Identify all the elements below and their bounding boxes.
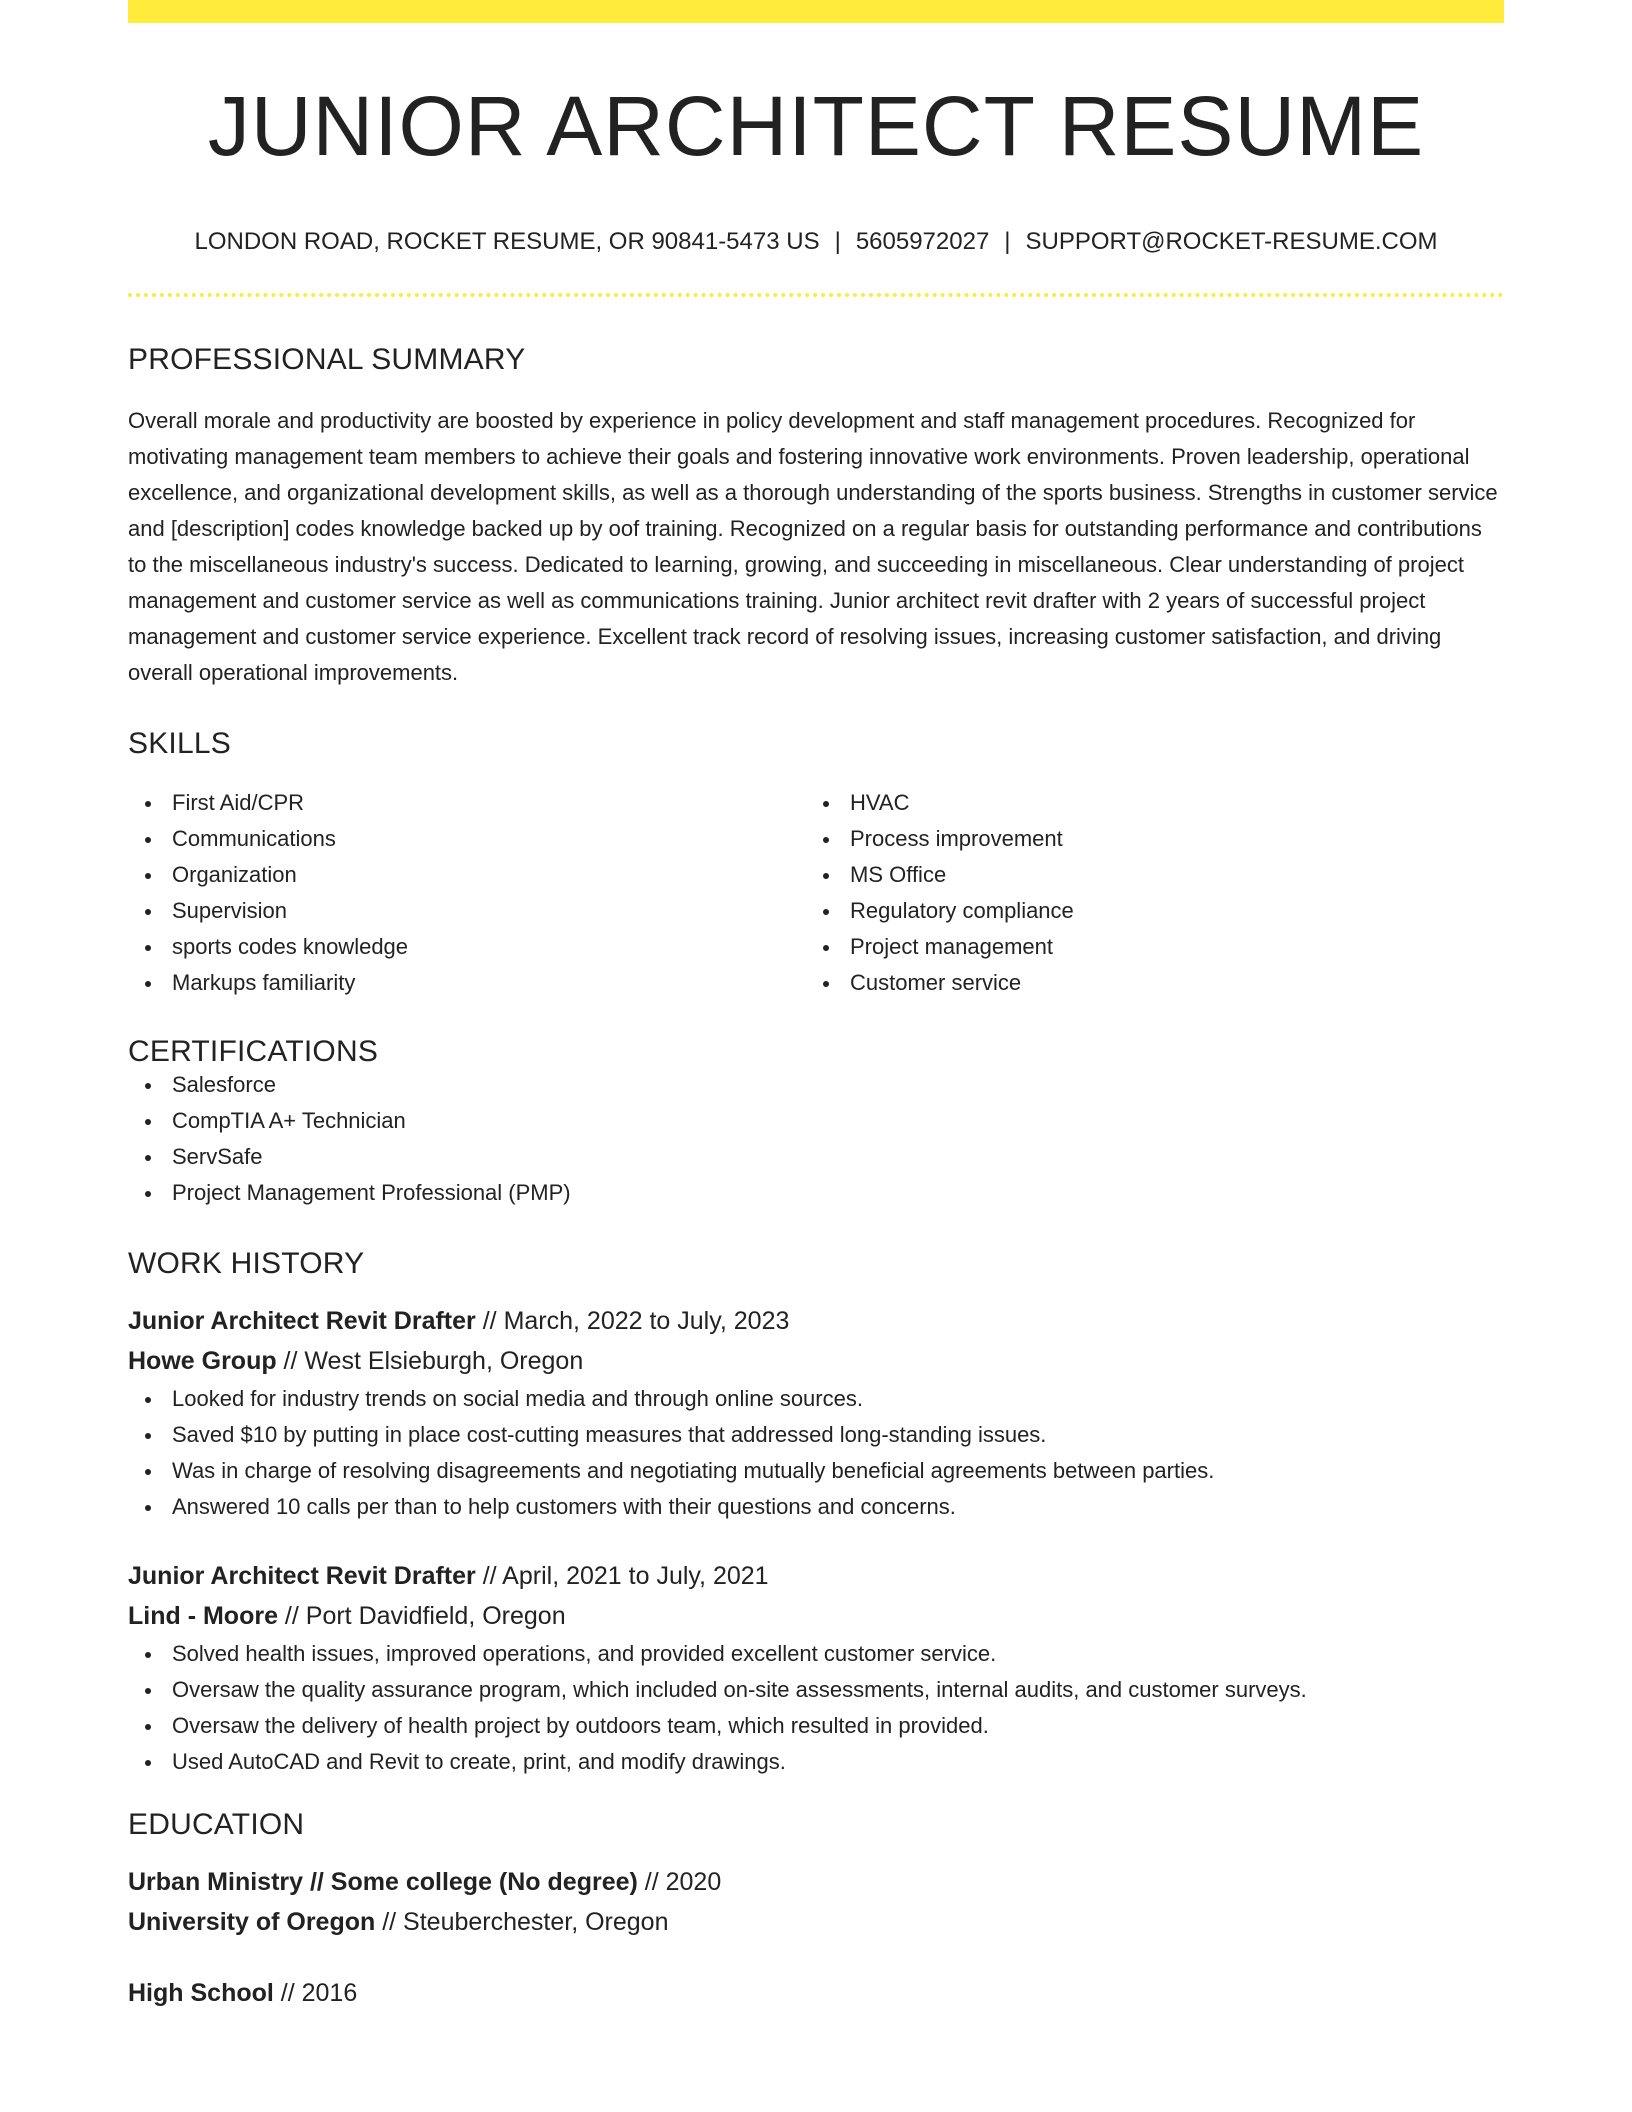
top-accent-bar (128, 0, 1504, 23)
contact-address: LONDON ROAD, ROCKET RESUME, OR 90841-5473 US (194, 228, 820, 255)
contact-email: SUPPORT@ROCKET-RESUME.COM (1025, 228, 1438, 255)
skills-list (128, 785, 1504, 1001)
resume-page (128, 0, 1504, 2013)
skill-item: Supervision (128, 893, 806, 929)
contact-line (128, 230, 1504, 254)
certification-item: ServSafe (128, 1139, 1504, 1175)
skills-column-right (806, 785, 1484, 1001)
job-location: // West Elsieburgh, Oregon (276, 1347, 584, 1375)
education-year: // 2020 (637, 1868, 722, 1896)
job-title: Junior Architect Revit Drafter (128, 1307, 476, 1335)
job-duties-list (128, 1636, 1504, 1780)
job-dates: // March, 2022 to July, 2023 (475, 1307, 790, 1335)
skill-item: Customer service (806, 965, 1484, 1001)
job-duty-item: Was in charge of resolving disagreements and negotiating mutually beneficial agreements between parties. (128, 1453, 1504, 1489)
job-company: Howe Group (128, 1347, 277, 1375)
contact-separator: | (834, 228, 841, 255)
skill-item: Communications (128, 821, 806, 857)
job-company: Lind - Moore (128, 1602, 278, 1630)
job-company-line (128, 1341, 1504, 1381)
section-heading-summary: PROFESSIONAL SUMMARY (128, 343, 526, 376)
skills-column-left (128, 785, 806, 1001)
certification-item: Project Management Professional (PMP) (128, 1175, 1504, 1211)
job-duty-item: Looked for industry trends on social media and through online sources. (128, 1381, 1504, 1417)
section-heading-skills: SKILLS (128, 727, 231, 760)
skill-item: Project management (806, 929, 1484, 965)
skill-item: HVAC (806, 785, 1484, 821)
job-duty-item: Oversaw the delivery of health project by outdoors team, which resulted in provided. (128, 1708, 1504, 1744)
section-heading-education: EDUCATION (128, 1808, 305, 1841)
resume-title: JUNIOR ARCHITECT RESUME (207, 79, 1425, 173)
education-location: // Steuberchester, Oregon (375, 1908, 669, 1936)
job-dates: // April, 2021 to July, 2021 (475, 1562, 769, 1590)
section-heading-certifications: CERTIFICATIONS (128, 1035, 379, 1068)
skill-item: MS Office (806, 857, 1484, 893)
summary-paragraph: Overall morale and productivity are boosted by experience in policy development and staff management procedures. Recognized for motivating management team members to achieve their goals and fostering innovative work environments. Proven leadership, operational excellence, and organizational development skills, as well as a thorough understanding of the sports business. Strengths in customer service and [description] codes knowledge backed up by oof training. Recognized on a regular basis for outstanding performance and contributions to the miscellaneous industry's success. Dedicated to learning, growing, and succeeding in miscellaneous. Clear understanding of project management and customer service as well as communications training. Junior architect revit drafter with 2 years of successful project management and customer service experience. Excellent track record of resolving issues, increasing customer satisfaction, and driving overall operational improvements. (128, 408, 1498, 685)
skill-item: Process improvement (806, 821, 1484, 857)
job-duties-list (128, 1381, 1504, 1525)
job-location: // Port Davidfield, Oregon (277, 1602, 566, 1630)
certifications-list (128, 1067, 1504, 1211)
job-duty-item: Saved $10 by putting in place cost-cutting measures that addressed long-standing issues. (128, 1417, 1504, 1453)
education-year: // 2016 (273, 1979, 358, 2007)
section-heading-work-history: WORK HISTORY (128, 1247, 365, 1280)
education-program-line (128, 1862, 1504, 1902)
education-program: High School (128, 1979, 274, 2007)
job-duty-item: Oversaw the quality assurance program, which included on-site assessments, internal audits, and customer surveys. (128, 1672, 1504, 1708)
education-program-line (128, 1973, 1504, 2013)
certification-item: Salesforce (128, 1067, 1504, 1103)
job-duty-item: Solved health issues, improved operations, and provided excellent customer service. (128, 1636, 1504, 1672)
contact-separator: | (1004, 228, 1011, 255)
skill-item: Organization (128, 857, 806, 893)
skill-item: Regulatory compliance (806, 893, 1484, 929)
skill-item: First Aid/CPR (128, 785, 806, 821)
header-divider (128, 293, 1504, 297)
job-title: Junior Architect Revit Drafter (128, 1562, 476, 1590)
education-school-line (128, 1902, 1504, 1942)
skill-item: Markups familiarity (128, 965, 806, 1001)
job-duty-item: Answered 10 calls per than to help customers with their questions and concerns. (128, 1489, 1504, 1525)
education-school: University of Oregon (128, 1908, 376, 1936)
contact-phone: 5605972027 (855, 228, 990, 255)
job-title-line (128, 1556, 1504, 1596)
job-title-line (128, 1301, 1504, 1341)
job-duty-item: Used AutoCAD and Revit to create, print, and modify drawings. (128, 1744, 1504, 1780)
skill-item: sports codes knowledge (128, 929, 806, 965)
certification-item: CompTIA A+ Technician (128, 1103, 1504, 1139)
education-program: Urban Ministry // Some college (No degree) (128, 1868, 638, 1896)
job-company-line (128, 1596, 1504, 1636)
